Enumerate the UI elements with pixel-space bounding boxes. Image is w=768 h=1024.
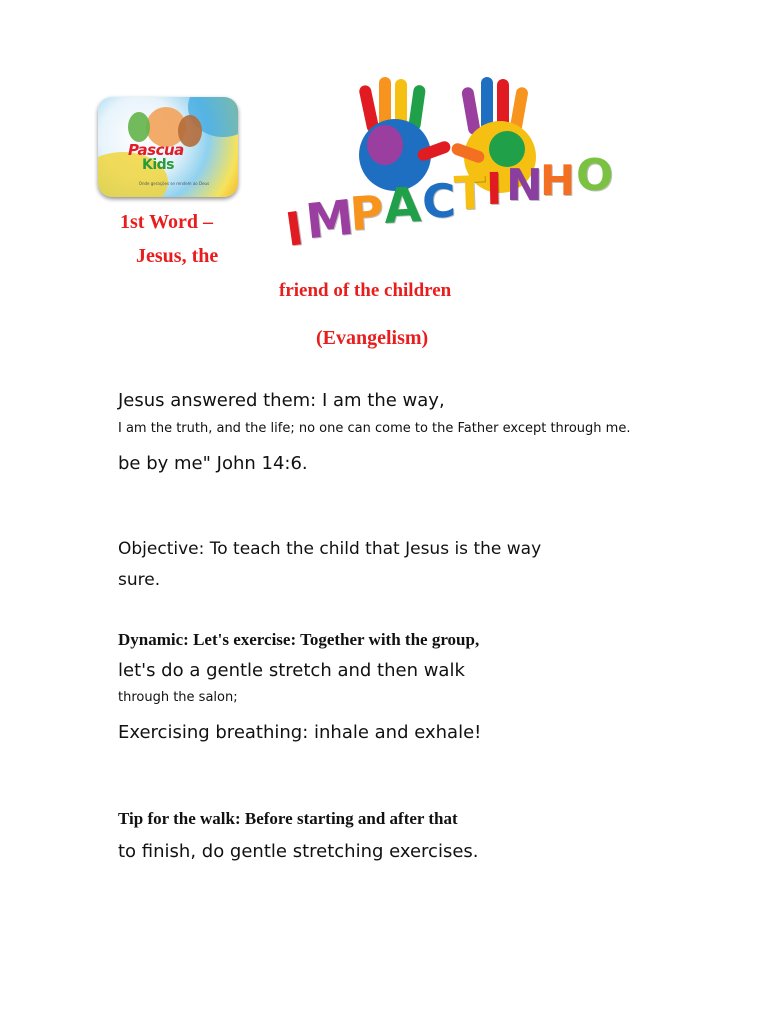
heading-line-3: friend of the children xyxy=(279,280,452,301)
dynamic-line-2: let's do a gentle stretch and then walk xyxy=(118,660,465,681)
brand-letter: I xyxy=(282,201,307,257)
pascua-kids-logo xyxy=(98,97,238,197)
heading-line-4: (Evangelism) xyxy=(316,327,429,349)
brand-letter: H xyxy=(540,156,576,205)
heading-line-1: 1st Word – xyxy=(120,211,213,233)
verse-line-3: be by me" John 14:6. xyxy=(118,453,308,474)
dynamic-line-3: through the salon; xyxy=(118,690,238,705)
brand-letter: I xyxy=(485,163,503,216)
verse-line-1: Jesus answered them: I am the way, xyxy=(118,390,445,411)
tip-line-1: Tip for the walk: Before starting and after that xyxy=(118,809,458,828)
objective-line-1: Objective: To teach the child that Jesus is the way xyxy=(118,539,542,559)
objective-line-2: sure. xyxy=(118,570,161,590)
tip-line-2: to finish, do gentle stretching exercises. xyxy=(118,841,479,862)
dynamic-line-1: Dynamic: Let's exercise: Together with the group, xyxy=(118,630,480,649)
brand-letter: C xyxy=(421,173,457,229)
brand-letter: N xyxy=(506,160,543,211)
brand-letter: M xyxy=(303,189,357,251)
logo-word-primary: Pascua xyxy=(128,141,184,159)
heading-line-2: Jesus, the xyxy=(136,245,219,267)
verse-line-2: I am the truth, and the life; no one can come to the Father except through me. xyxy=(118,421,631,436)
brand-letter: O xyxy=(576,150,614,201)
logo-word-secondary: Kids xyxy=(142,157,175,173)
brand-letter: A xyxy=(382,177,423,235)
impactinho-title xyxy=(282,150,634,257)
dynamic-line-4: Exercising breathing: inhale and exhale! xyxy=(118,722,482,743)
logo-tagline: Onde gerações se rendem ao Deus xyxy=(138,181,210,186)
brand-letter: T xyxy=(453,165,487,221)
brand-letter: P xyxy=(348,184,386,242)
